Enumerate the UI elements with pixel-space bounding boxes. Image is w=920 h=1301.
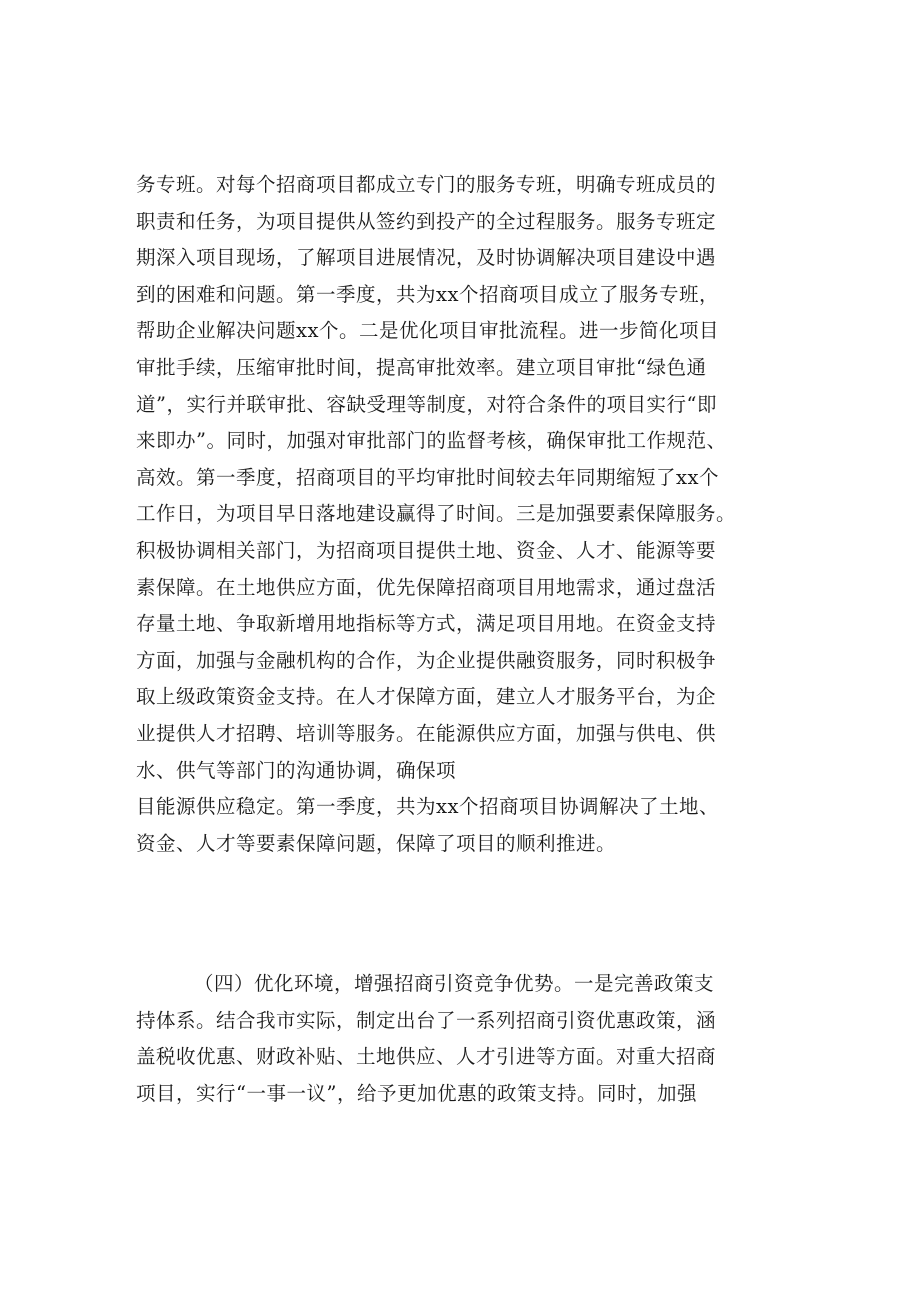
- paragraph-line: 取上级政策资金支持。在人才保障方面，建立人才服务平台，为企: [136, 685, 717, 709]
- paragraph-line: 持体系。结合我市实际，制定出台了一系列招商引资优惠政策，涵: [136, 1008, 717, 1032]
- paragraph-line: 目能源供应稳定。第一季度，共为xx个招商项目协调解决了土地、: [136, 795, 719, 819]
- paragraph-line: 积极协调相关部门，为招商项目提供土地、资金、人才、能源等要: [136, 538, 717, 562]
- paragraph-line: 存量土地、争取新增用地指标等方式，满足项目用地。在资金支持: [136, 612, 717, 636]
- paragraph-line: 务专班。对每个招商项目都成立专门的服务专班，明确专班成员的: [136, 173, 717, 196]
- paragraph-line: 职责和任务，为项目提供从签约到投产的全过程服务。服务专班定: [136, 209, 717, 233]
- paragraph-line: 素保障。在土地供应方面，优先保障招商项目用地需求，通过盘活: [136, 575, 717, 599]
- paragraph-line: 工作日，为项目早日落地建设赢得了时间。三是加强要素保障服务。: [136, 502, 737, 526]
- paragraph-line: 盖税收优惠、财政补贴、土地供应、人才引进等方面。对重大招商: [136, 1045, 717, 1069]
- section-heading-line: （四）优化环境，增强招商引资竞争优势。一是完善政策支: [194, 972, 715, 995]
- paragraph-line: 期深入项目现场，了解项目进展情况，及时协调解决项目建设中遇: [136, 246, 717, 270]
- paragraph-line: 水、供气等部门的沟通协调，确保项: [136, 758, 457, 782]
- paragraph-line: 资金、人才等要素保障问题，保障了项目的顺利推进。: [136, 831, 617, 855]
- paragraph-line: 业提供人才招聘、培训等服务。在能源供应方面，加强与供电、供: [136, 721, 717, 745]
- paragraph-line: 高效。第一季度，招商项目的平均审批时间较去年同期缩短了xx个: [136, 465, 719, 489]
- paragraph-line: 审批手续，压缩审批时间，提高审批效率。建立项目审批“绿色通: [136, 355, 707, 379]
- paragraph-line: 项目，实行“一事一议”，给予更加优惠的政策支持。同时，加强: [136, 1081, 697, 1105]
- paragraph-service-support: [136, 167, 816, 862]
- paragraph-optimize-environment: [136, 966, 816, 1112]
- paragraph-line: 来即办”。同时，加强对审批部门的监督考核，确保审批工作规范、: [136, 429, 727, 453]
- paragraph-line: 帮助企业解决问题xx个。二是优化项目审批流程。进一步简化项目: [136, 319, 719, 343]
- paragraph-line: 到的困难和问题。第一季度，共为xx个招商项目成立了服务专班，: [136, 282, 719, 306]
- paragraph-line: 道”，实行并联审批、容缺受理等制度，对符合条件的项目实行“即: [136, 392, 717, 416]
- paragraph-line: 方面，加强与金融机构的合作，为企业提供融资服务，同时积极争: [136, 648, 717, 672]
